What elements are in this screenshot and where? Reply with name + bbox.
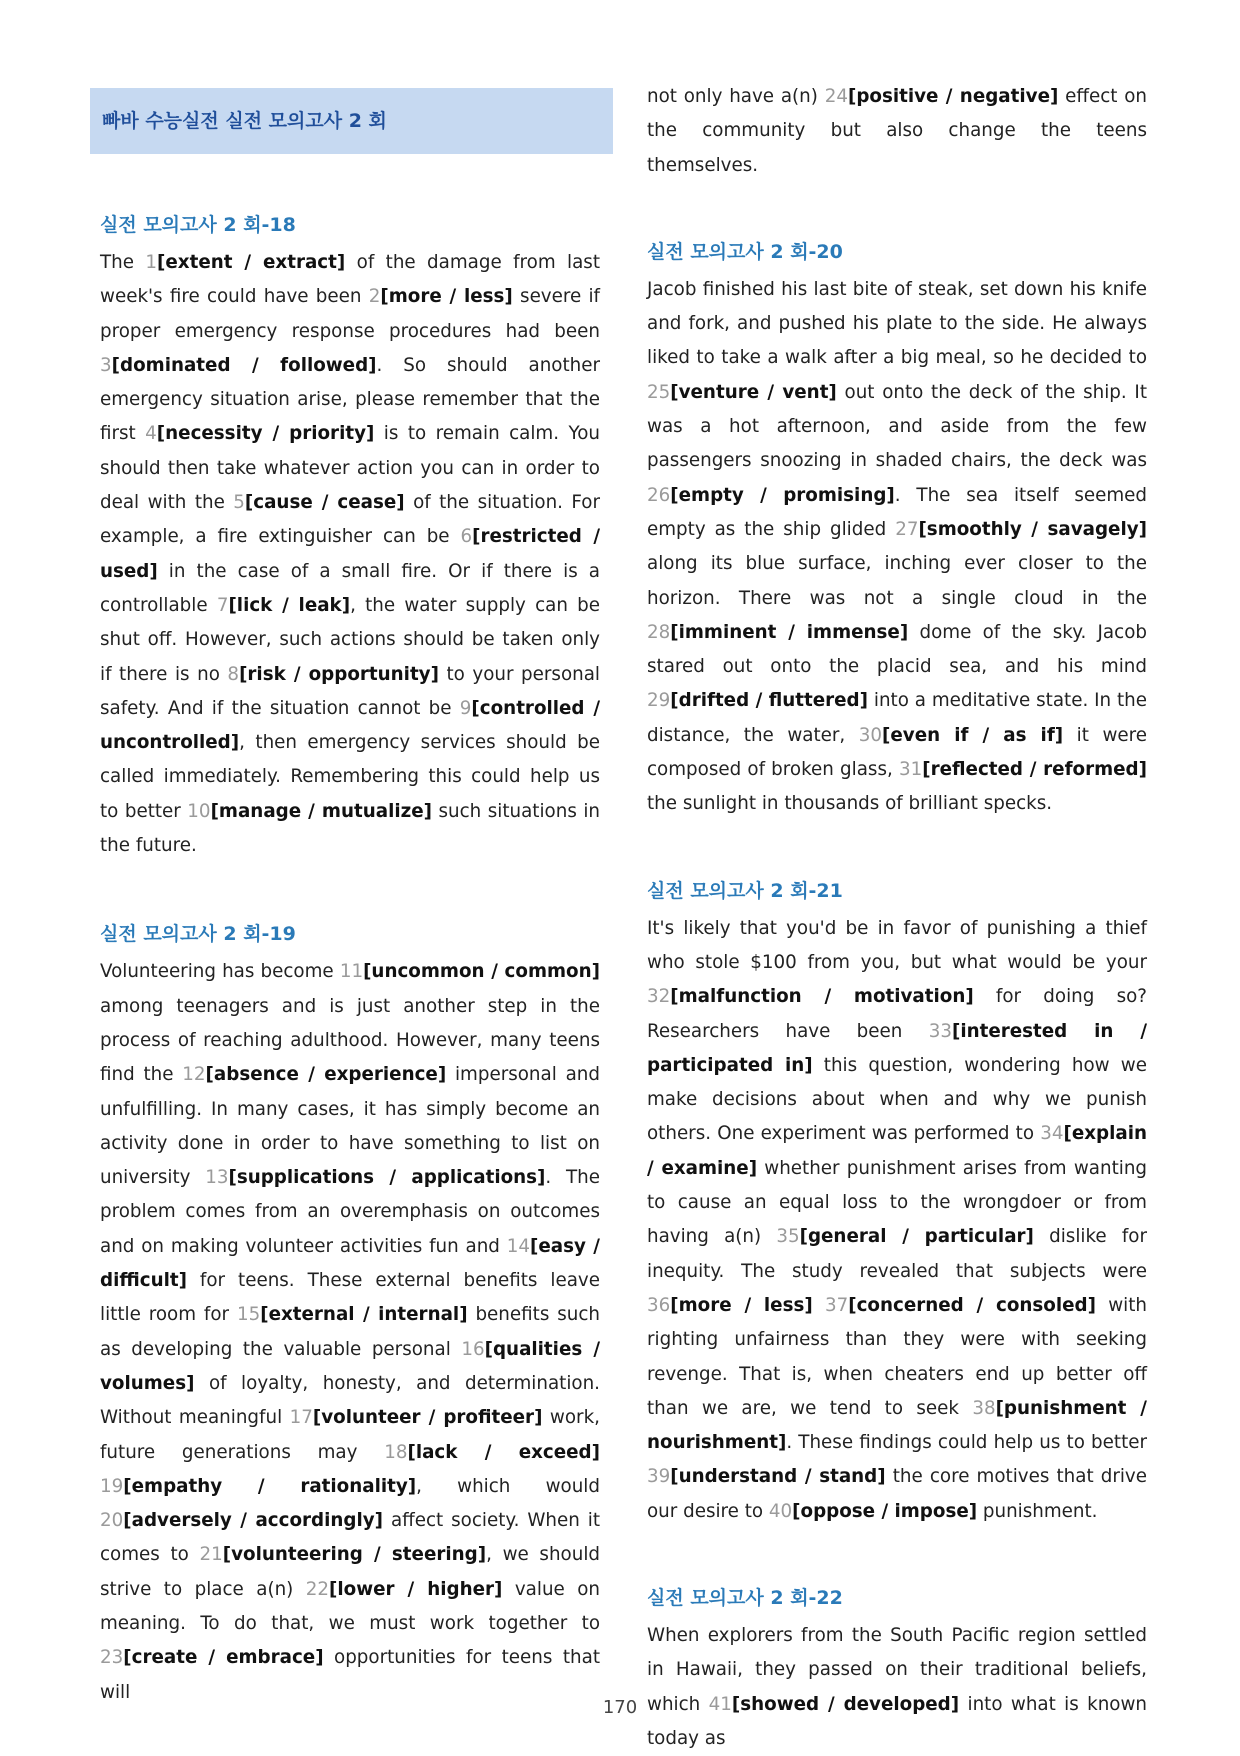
word-choice: [qualities / volumes] — [100, 1338, 601, 1394]
question-number: 15 — [236, 1304, 261, 1326]
passage-19-continued — [647, 80, 1147, 183]
word-choice: [dominated / followed] — [111, 354, 377, 376]
word-choice: [positive / negative] — [847, 86, 1059, 107]
passage-text: , the water supply can be shut off. However, such actions should be taken only if there is no — [100, 594, 600, 685]
passage-text: value on meaning. To do that, we must work together to — [100, 1578, 601, 1634]
question-number: 1 — [145, 252, 158, 273]
question-number: 27 — [895, 518, 919, 540]
question-number: 25 — [647, 381, 671, 403]
passage-text: the core motives that drive our desire to — [647, 1466, 1147, 1522]
passage-text: whether punishment arises from wanting to cause an equal loss to the wrongdoer or from having a(n) — [647, 1157, 1148, 1248]
word-choice: [external / internal] — [260, 1304, 468, 1326]
passage-text: is to remain calm. You should then take whatever action you can in order to deal with the — [100, 423, 600, 514]
passage-text: this question, wondering how we make decisions about when and why we punish others. One experiment was performed to — [647, 1054, 1147, 1145]
word-choice: [interested in / participated in] — [647, 1020, 1147, 1076]
word-choice: [oppose / impose] — [792, 1500, 978, 1522]
passage-text: When explorers from the South Pacific region settled in Hawaii, they passed on their traditional beliefs, which — [647, 1624, 1147, 1715]
word-choice: [venture / vent] — [670, 381, 837, 403]
passage-text: Volunteering has become — [100, 961, 340, 983]
word-choice: [easy / difficult] — [100, 1235, 600, 1292]
word-choice: [reflected / reformed] — [922, 759, 1147, 781]
word-choice: [malfunction / motivation] — [670, 986, 974, 1008]
passage-text: out onto the deck of the ship. It was a hot afternoon, and aside from the few passengers snoozing in shaded chairs, the deck was — [647, 381, 1147, 472]
page-number: 170 — [602, 1697, 638, 1718]
word-choice: [understand / stand] — [670, 1466, 886, 1488]
passage-text: dislike for inequity. The study revealed that subjects were — [647, 1226, 1147, 1282]
passage-text: into a meditative state. In the distance, the water, — [647, 690, 1147, 746]
question-number: 36 — [647, 1294, 671, 1316]
passage-text: the sunlight in thousands of brilliant specks. — [647, 793, 1053, 815]
question-number: 28 — [647, 621, 671, 643]
question-number: 12 — [182, 1064, 206, 1086]
word-choice: [more / less] — [380, 286, 513, 308]
question-number: 34 — [1040, 1123, 1064, 1145]
passage-text: . These findings could help us to better — [786, 1432, 1147, 1454]
word-choice: [smoothly / savagely] — [918, 518, 1147, 540]
passage-text: along its blue surface, inching ever closer to the horizon. There was not a single cloud in the — [647, 553, 1147, 609]
passage-text — [813, 1295, 825, 1316]
passage-text: severe if proper emergency response procedures had been — [100, 286, 600, 342]
passage-text: . The problem comes from an overemphasis on outcomes and on making volunteer activities fun and — [100, 1167, 601, 1257]
passage-text: , we should strive to place a(n) — [100, 1544, 600, 1600]
passage-text: for teens. These external benefits leave little room for — [100, 1270, 600, 1326]
question-number: 3 — [100, 354, 112, 376]
question-number: 23 — [100, 1647, 124, 1669]
question-number: 18 — [384, 1441, 408, 1463]
word-choice: [explain / examine] — [647, 1123, 1147, 1179]
question-number: 39 — [647, 1466, 671, 1488]
question-number: 8 — [227, 663, 240, 685]
question-number: 6 — [460, 526, 473, 548]
passage-text: into what is known today as — [647, 1693, 1147, 1749]
passage-20 — [647, 273, 1147, 822]
passage-21 — [647, 912, 1147, 1529]
question-number: 9 — [459, 697, 472, 719]
passage-text: for doing so? Researchers have been — [647, 986, 1147, 1042]
passage-text: benefits such as developing the valuable personal — [100, 1304, 600, 1360]
passage-text: , which would — [416, 1475, 600, 1497]
passage-19 — [100, 955, 600, 1710]
question-number: 19 — [100, 1475, 124, 1497]
word-choice: [lack / exceed] — [407, 1441, 600, 1463]
passage-text: , then emergency services should be called immediately. Remembering this could help us to better — [100, 732, 600, 822]
word-choice: [extent / extract] — [157, 252, 346, 273]
passage-text: not only have a(n) — [647, 86, 825, 107]
word-choice: [create / embrace] — [123, 1647, 324, 1669]
question-number: 24 — [824, 86, 848, 107]
word-choice: [drifted / fluttered] — [670, 690, 868, 712]
word-choice: [absence / experience] — [205, 1064, 447, 1086]
passage-text: affect society. When it comes to — [100, 1510, 601, 1566]
question-number: 14 — [506, 1235, 531, 1257]
section-title-19: 실전 모의고사 2 회-19 — [100, 923, 296, 946]
right-column — [647, 88, 1147, 1756]
question-number: 32 — [647, 986, 671, 1008]
question-number: 11 — [339, 961, 364, 983]
passage-18 — [100, 246, 600, 863]
word-choice: [more / less] — [670, 1294, 813, 1316]
passage-text: of loyalty, honesty, and determination. Without meaningful — [100, 1372, 600, 1429]
word-choice: [necessity / priority] — [156, 423, 375, 445]
word-choice: [risk / opportunity] — [239, 663, 439, 685]
word-choice: [concerned / consoled] — [848, 1294, 1096, 1316]
passage-text: . So should another emergency situation arise, please remember that the first — [100, 354, 600, 445]
header-banner: 빠바 수능실전 실전 모의고사 2 회 — [90, 88, 613, 154]
word-choice: [showed / developed] — [731, 1693, 960, 1715]
passage-text: in the case of a small fire. Or if there is a controllable — [100, 560, 600, 616]
passage-text: The — [100, 252, 146, 273]
word-choice: [supplications / applications] — [228, 1167, 546, 1189]
question-number: 22 — [305, 1578, 330, 1600]
word-choice: [imminent / immense] — [670, 621, 909, 643]
question-number: 17 — [289, 1407, 313, 1429]
question-number: 31 — [898, 759, 923, 781]
question-number: 30 — [858, 724, 883, 746]
passage-text: to your personal safety. And if the situation cannot be — [100, 663, 600, 719]
question-number: 5 — [233, 492, 245, 514]
passage-text: dome of the sky. Jacob stared out onto the placid sea, and his mind — [647, 621, 1147, 678]
passage-text: such situations in the future. — [100, 800, 600, 857]
passage-text: It's likely that you'd be in favor of punishing a thief who stole $100 from you, but what would be your — [647, 917, 1147, 973]
question-number: 26 — [647, 484, 671, 506]
passage-22 — [647, 1619, 1147, 1756]
passage-text: it were composed of broken glass, — [647, 724, 1148, 781]
word-choice: [lower / higher] — [329, 1578, 503, 1600]
question-number: 20 — [100, 1510, 124, 1532]
question-number: 38 — [972, 1397, 996, 1419]
passage-text: work, future generations may — [100, 1407, 600, 1463]
passage-text: with righting unfairness than they were with seeking revenge. That is, when cheaters end up better off than we are, we tend to seek — [647, 1294, 1147, 1419]
passage-text: among teenagers and is just another step in the process of reaching adulthood. However, many teens find the — [100, 995, 600, 1086]
section-title-21: 실전 모의고사 2 회-21 — [647, 879, 843, 902]
question-number: 41 — [708, 1693, 732, 1715]
question-number: 7 — [216, 594, 229, 616]
word-choice: [even if / as if] — [882, 724, 1064, 746]
section-title-20: 실전 모의고사 2 회-20 — [647, 240, 843, 263]
word-choice: [manage / mutualize] — [210, 800, 432, 822]
passage-text: opportunities for teens that will — [100, 1647, 600, 1703]
word-choice: [adversely / accordingly] — [123, 1510, 384, 1532]
word-choice: [punishment / nourishment] — [647, 1397, 1147, 1454]
word-choice: [general / particular] — [799, 1226, 1034, 1248]
question-number: 35 — [776, 1226, 800, 1248]
question-number: 21 — [199, 1544, 223, 1566]
passage-text: . The sea itself seemed empty as the ship glided — [647, 484, 1147, 540]
question-number: 33 — [928, 1020, 952, 1042]
section-title-22: 실전 모의고사 2 회-22 — [647, 1586, 843, 1609]
word-choice: [lick / leak] — [228, 594, 351, 616]
passage-text: Jacob finished his last bite of steak, set down his knife and fork, and pushed his plate to the side. He always liked to take a walk after a big meal, so he decided to — [647, 278, 1147, 369]
word-choice: [controlled / uncontrolled] — [100, 697, 601, 754]
word-choice: [empty / promising] — [670, 484, 895, 506]
word-choice: [cause / cease] — [244, 492, 405, 514]
question-number: 10 — [187, 800, 211, 822]
passage-text: effect on the community but also change the teens themselves. — [647, 86, 1147, 176]
word-choice: [uncommon / common] — [363, 961, 600, 983]
question-number: 37 — [824, 1294, 849, 1316]
passage-text: of the situation. For example, a fire extinguisher can be — [100, 492, 600, 548]
question-number: 4 — [145, 423, 157, 445]
section-title-18: 실전 모의고사 2 회-18 — [100, 214, 296, 236]
word-choice: [empathy / rationality] — [123, 1475, 417, 1497]
word-choice: [restricted / used] — [100, 526, 601, 582]
passage-text: punishment. — [977, 1500, 1098, 1522]
passage-text: impersonal and unfulfilling. In many cases, it has simply become an activity done in order to have something to list on university — [100, 1064, 600, 1189]
question-number: 13 — [205, 1167, 229, 1189]
question-number: 16 — [461, 1338, 485, 1360]
left-column — [100, 88, 600, 1710]
passage-text: of the damage from last week's fire could have been — [100, 252, 600, 308]
question-number: 40 — [768, 1500, 793, 1522]
question-number: 29 — [647, 690, 671, 712]
word-choice: [volunteer / profiteer] — [312, 1407, 543, 1429]
question-number: 2 — [368, 286, 381, 308]
word-choice: [volunteering / steering] — [222, 1544, 487, 1566]
